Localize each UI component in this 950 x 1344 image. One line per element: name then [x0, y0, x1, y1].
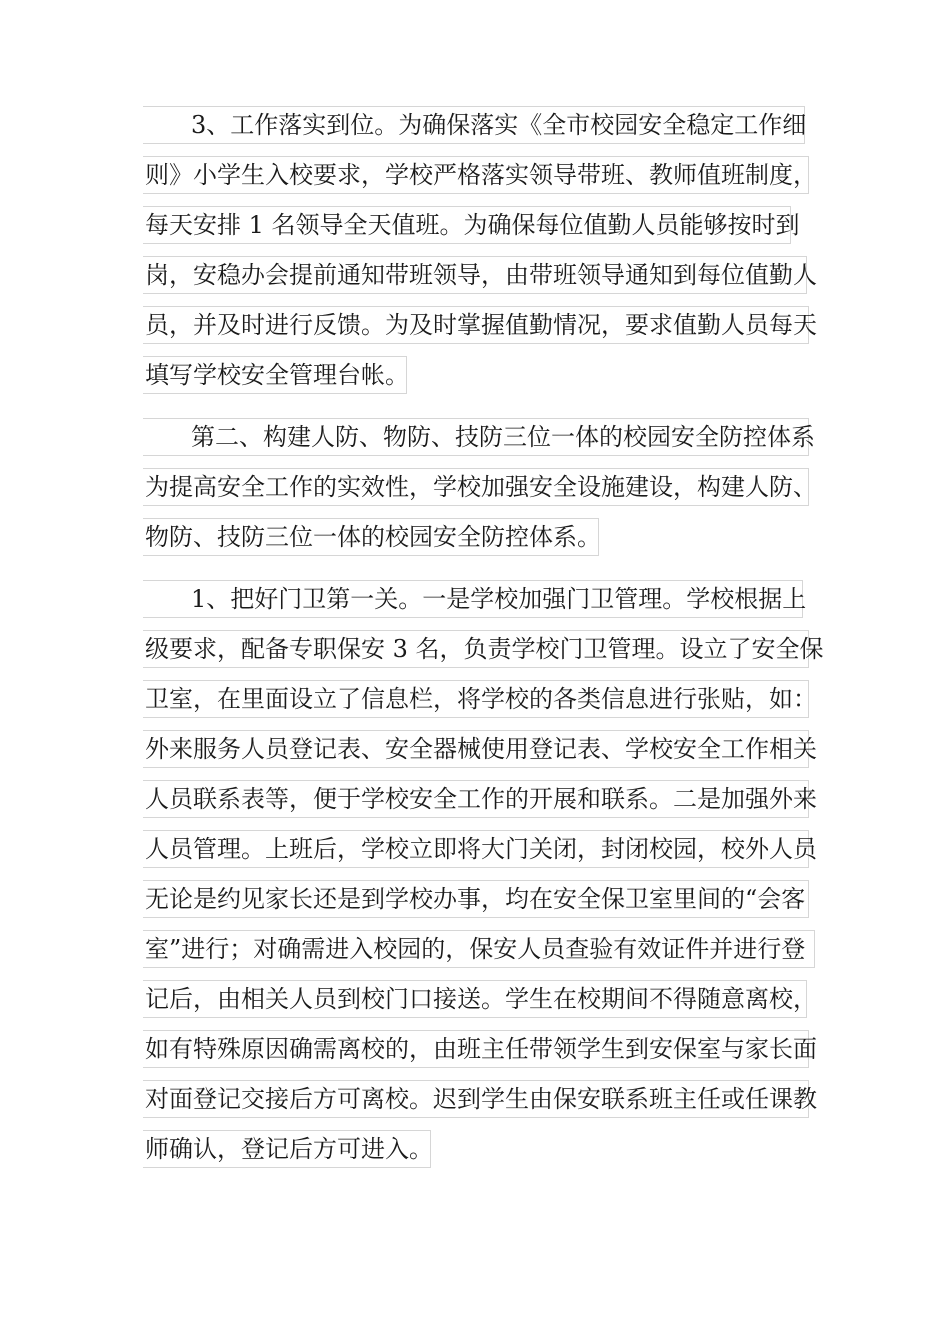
line-text: 第二、构建人防、物防、技防三位一体的校园安全防控体系	[191, 423, 815, 451]
text-line	[143, 880, 823, 930]
text-line	[143, 356, 823, 406]
text-line	[143, 980, 823, 1030]
line-text: 如有特殊原因确需离校的，由班主任带领学生到安保室与家长面	[145, 1035, 817, 1063]
line-text: 每天安排 1 名领导全天值班。为确保每位值勤人员能够按时到	[145, 211, 800, 239]
line-text: 无论是约见家长还是到学校办事，均在安全保卫室里间的“会客	[145, 885, 806, 913]
line-text: 卫室，在里面设立了信息栏，将学校的各类信息进行张贴，如：	[145, 685, 817, 713]
text-line	[143, 306, 823, 356]
line-text: 人员管理。上班后，学校立即将大门关闭，封闭校园，校外人员	[145, 835, 817, 863]
text-line	[143, 106, 823, 156]
text-line	[143, 518, 823, 568]
paragraph-1	[143, 106, 823, 406]
text-line	[143, 780, 823, 830]
text-line	[143, 156, 823, 206]
line-text: 为提高安全工作的实效性，学校加强安全设施建设，构建人防、	[145, 473, 817, 501]
line-text: 3、工作落实到位。为确保落实《全市校园安全稳定工作细	[191, 111, 807, 139]
text-line	[143, 256, 823, 306]
text-line	[143, 1080, 823, 1130]
text-line	[143, 630, 823, 680]
line-text: 师确认，登记后方可进入。	[145, 1135, 433, 1163]
line-text: 人员联系表等，便于学校安全工作的开展和联系。二是加强外来	[145, 785, 817, 813]
text-line	[143, 730, 823, 780]
text-line	[143, 580, 823, 630]
text-line	[143, 930, 823, 980]
line-text: 物防、技防三位一体的校园安全防控体系。	[145, 523, 601, 551]
line-text: 岗，安稳办会提前通知带班领导，由带班领导通知到每位值勤人	[145, 261, 817, 289]
text-line	[143, 468, 823, 518]
paragraph-3	[143, 580, 823, 1180]
text-line	[143, 1130, 823, 1180]
line-text: 外来服务人员登记表、安全器械使用登记表、学校安全工作相关	[145, 735, 817, 763]
paragraph-2	[143, 418, 823, 568]
text-line	[143, 1030, 823, 1080]
text-line	[143, 830, 823, 880]
text-line	[143, 680, 823, 730]
line-text: 记后，由相关人员到校门口接送。学生在校期间不得随意离校，	[145, 985, 817, 1013]
line-text: 1、把好门卫第一关。一是学校加强门卫管理。学校根据上	[191, 585, 807, 613]
text-line	[143, 206, 823, 256]
line-text: 则》小学生入校要求，学校严格落实领导带班、教师值班制度，	[145, 161, 817, 189]
line-text: 室”进行；对确需进入校园的，保安人员查验有效证件并进行登	[145, 935, 806, 963]
line-text: 填写学校安全管理台帐。	[145, 361, 409, 389]
line-text: 级要求，配备专职保安 3 名，负责学校门卫管理。设立了安全保	[145, 635, 824, 663]
text-line	[143, 418, 823, 468]
line-text: 对面登记交接后方可离校。迟到学生由保安联系班主任或任课教	[145, 1085, 817, 1113]
line-text: 员，并及时进行反馈。为及时掌握值勤情况，要求值勤人员每天	[145, 311, 817, 339]
